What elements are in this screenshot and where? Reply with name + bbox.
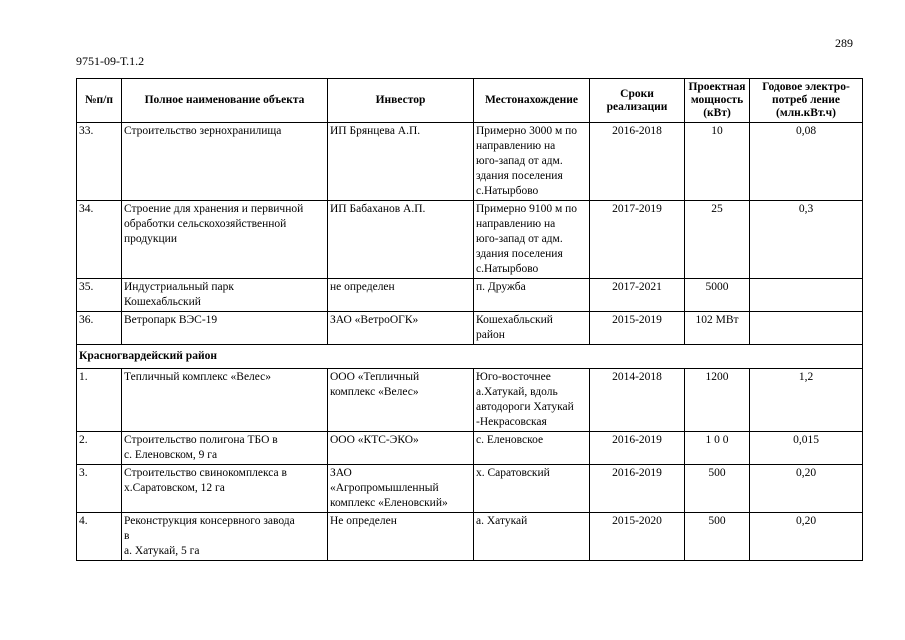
cell-name-line: в — [124, 530, 130, 542]
cell-name-line: Строительство свинокомплекса в — [124, 467, 287, 479]
cell-investor — [328, 312, 474, 345]
cell-location — [474, 369, 590, 432]
cell-period: 2014-2018 — [590, 369, 685, 432]
cell-name-line: Строительство зернохранилища — [124, 125, 282, 137]
cell-consumption: 0,20 — [750, 513, 863, 561]
cell-investor-line: не определен — [330, 281, 395, 293]
cell-location-line: Кошехабльский — [476, 314, 553, 326]
cell-investor-line: ООО «КТС-ЭКО» — [330, 434, 419, 446]
cell-location-line: а. Хатукай — [476, 515, 528, 527]
cell-power: 500 — [685, 513, 750, 561]
cell-investor-line: ЗАО — [330, 467, 352, 479]
cell-location-line: направлению на — [476, 218, 556, 230]
cell-name-line: Индустриальный парк — [124, 281, 234, 293]
cell-name-line: обработки сельскохозяйственной — [124, 218, 287, 230]
cell-location-line: с.Натырбово — [476, 185, 539, 197]
cell-power: 10 — [685, 123, 750, 201]
cell-investor — [328, 465, 474, 513]
cell-period: 2015-2020 — [590, 513, 685, 561]
cell-period: 2017-2021 — [590, 279, 685, 312]
cell-investor — [328, 432, 474, 465]
cell-location — [474, 312, 590, 345]
cell-investor-line: комплекс «Велес» — [330, 386, 419, 398]
cell-name-line: с. Еленовском, 9 га — [124, 449, 218, 461]
cell-location-line: х. Саратовский — [476, 467, 550, 479]
cell-location-line: -Некрасовская — [476, 416, 547, 428]
cell-period: 2016-2018 — [590, 123, 685, 201]
cell-num: 4. — [77, 513, 122, 561]
cell-num: 34. — [77, 201, 122, 279]
cell-name — [122, 432, 328, 465]
cell-period: 2015-2019 — [590, 312, 685, 345]
cell-investor — [328, 369, 474, 432]
cell-period: 2017-2019 — [590, 201, 685, 279]
table-row — [77, 369, 863, 432]
cell-investor-line: комплекс «Еленовский» — [330, 497, 448, 509]
cell-location — [474, 279, 590, 312]
cell-location-line: с. Еленовское — [476, 434, 544, 446]
cell-name — [122, 369, 328, 432]
cell-power: 25 — [685, 201, 750, 279]
cell-location-line: п. Дружба — [476, 281, 526, 293]
cell-name — [122, 123, 328, 201]
cell-consumption — [750, 279, 863, 312]
cell-consumption: 0,20 — [750, 465, 863, 513]
cell-name-line: Реконструкция консервного завода — [124, 515, 295, 527]
table-row — [77, 312, 863, 345]
cell-num: 3. — [77, 465, 122, 513]
cell-location — [474, 123, 590, 201]
cell-name-line: Строение для хранения и первичной — [124, 203, 304, 215]
cell-name — [122, 201, 328, 279]
cell-investor-line: ЗАО «ВетроОГК» — [330, 314, 419, 326]
cell-investor-line: Не определен — [330, 515, 397, 527]
cell-location-line: Юго-восточнее — [476, 371, 551, 383]
page-number: 289 — [835, 36, 853, 50]
cell-power: 1 0 0 — [685, 432, 750, 465]
cell-location-line: автодороги Хатукай — [476, 401, 574, 413]
cell-name-line: Кошехабльский — [124, 296, 201, 308]
header-num: №п/п — [77, 79, 122, 123]
cell-consumption — [750, 312, 863, 345]
table-row — [77, 279, 863, 312]
cell-location-line: юго-запад от адм. — [476, 155, 563, 167]
cell-period: 2016-2019 — [590, 432, 685, 465]
cell-location-line: Примерно 9100 м по — [476, 203, 578, 215]
cell-num: 1. — [77, 369, 122, 432]
cell-location-line: район — [476, 329, 505, 341]
header-period: Сроки реализации — [590, 79, 685, 123]
cell-power: 5000 — [685, 279, 750, 312]
header-location: Местонахождение — [474, 79, 590, 123]
cell-consumption: 0,3 — [750, 201, 863, 279]
cell-name — [122, 312, 328, 345]
section-row-group — [77, 345, 863, 369]
cell-name — [122, 279, 328, 312]
objects-table — [76, 78, 863, 561]
table-row — [77, 201, 863, 279]
cell-location-line: юго-запад от адм. — [476, 233, 563, 245]
header-consumption: Годовое электро-потреб ление (млн.кВт.ч) — [750, 79, 863, 123]
cell-location-line: направлению на — [476, 140, 556, 152]
cell-num: 33. — [77, 123, 122, 201]
cell-location-line: а.Хатукай, вдоль — [476, 386, 558, 398]
cell-power: 1200 — [685, 369, 750, 432]
cell-name-line: Ветропарк ВЭС-19 — [124, 314, 218, 326]
table-row — [77, 513, 863, 561]
cell-name-line: Строительство полигона ТБО в — [124, 434, 278, 446]
header-name: Полное наименование объекта — [122, 79, 328, 123]
cell-location-line: с.Натырбово — [476, 263, 539, 275]
section-row — [77, 345, 863, 369]
cell-location — [474, 513, 590, 561]
cell-name — [122, 513, 328, 561]
table-body-top — [77, 123, 863, 345]
cell-investor — [328, 279, 474, 312]
cell-location-line: Примерно 3000 м по — [476, 125, 578, 137]
cell-investor — [328, 513, 474, 561]
table-header-row — [77, 79, 863, 123]
cell-investor-line: ИП Брянцева А.П. — [330, 125, 421, 137]
cell-investor-line: «Агропромышленный — [330, 482, 439, 494]
cell-name-line: а. Хатукай, 5 га — [124, 545, 200, 557]
cell-num: 36. — [77, 312, 122, 345]
header-power: Проектная мощность (кВт) — [685, 79, 750, 123]
cell-name-line: Тепличный комплекс «Велес» — [124, 371, 272, 383]
cell-num: 35. — [77, 279, 122, 312]
cell-consumption: 0,08 — [750, 123, 863, 201]
cell-investor — [328, 123, 474, 201]
cell-investor-line: ООО «Тепличный — [330, 371, 420, 383]
cell-location — [474, 432, 590, 465]
cell-period: 2016-2019 — [590, 465, 685, 513]
cell-investor — [328, 201, 474, 279]
cell-location — [474, 465, 590, 513]
table-row — [77, 123, 863, 201]
cell-consumption: 0,015 — [750, 432, 863, 465]
cell-name — [122, 465, 328, 513]
section-title: Красногвардейский район — [77, 345, 863, 369]
table-body-bottom — [77, 369, 863, 561]
cell-location — [474, 201, 590, 279]
cell-investor-line: ИП Бабаханов А.П. — [330, 203, 426, 215]
cell-location-line: здания поселения — [476, 248, 563, 260]
header-investor: Инвестор — [328, 79, 474, 123]
cell-power: 102 МВт — [685, 312, 750, 345]
cell-name-line: х.Саратовском, 12 га — [124, 482, 225, 494]
cell-name-line: продукции — [124, 233, 177, 245]
cell-location-line: здания поселения — [476, 170, 563, 182]
cell-num: 2. — [77, 432, 122, 465]
document-code: 9751-09-Т.1.2 — [76, 54, 145, 68]
cell-power: 500 — [685, 465, 750, 513]
table-row — [77, 432, 863, 465]
table-row — [77, 465, 863, 513]
cell-consumption: 1,2 — [750, 369, 863, 432]
